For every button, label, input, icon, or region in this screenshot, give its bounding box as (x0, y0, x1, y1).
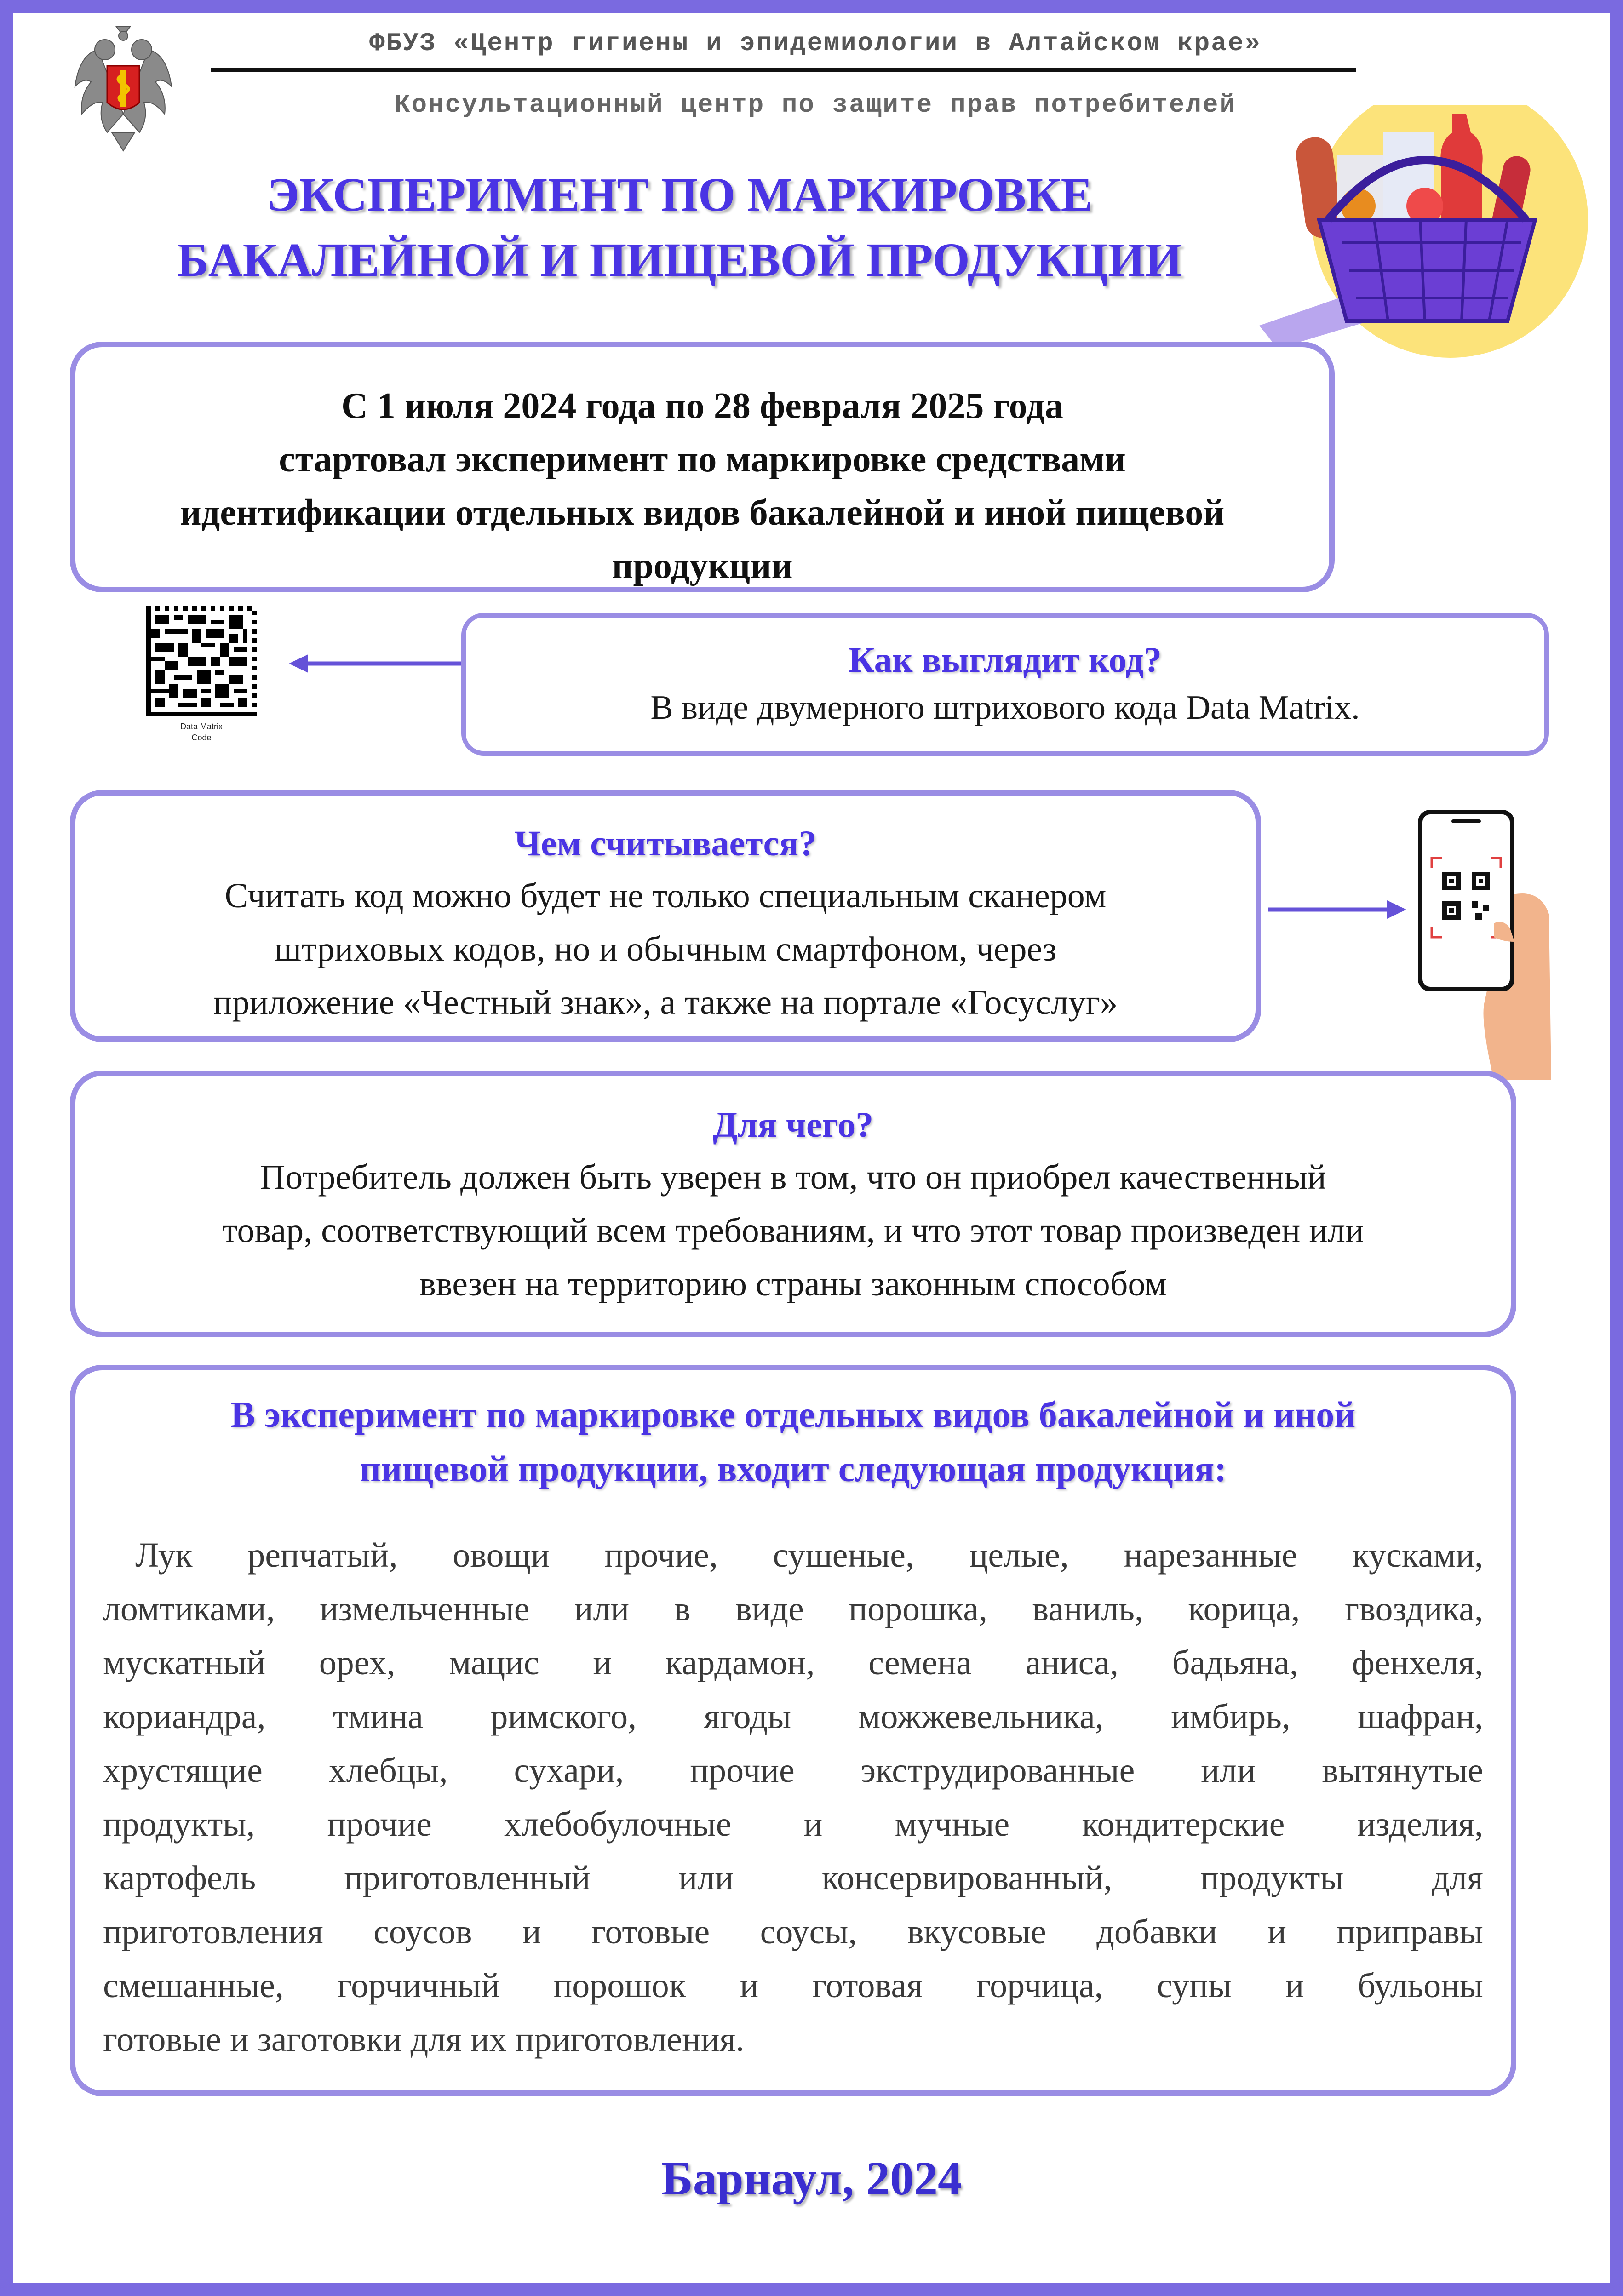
header-divider (211, 68, 1356, 72)
arrow-left-icon (289, 650, 464, 677)
products-title (103, 1370, 1483, 1496)
products-list-last-line: готовые и заготовки для их приготовления. (103, 2020, 745, 2059)
arrow-right-icon (1268, 896, 1406, 923)
products-list-line: хрустящие хлебцы, сухари, прочие экструдированные или вытянутые (103, 1751, 1483, 1790)
scanning-box (70, 790, 1261, 1042)
intro-line-2: стартовал эксперимент по маркировке средствами (279, 439, 1126, 480)
products-list-line: мускатный орех, мацис и кардамон, семена аниса, бадьяна, фенхеля, (103, 1643, 1483, 1682)
products-title-line-2: пищевой продукции, входит следующая продукция: (359, 1449, 1227, 1489)
intro-date-line: С 1 июля 2024 года по 28 февраля 2025 года (341, 386, 1063, 426)
code-format-title: Как выглядит код? (849, 640, 1162, 680)
data-matrix-icon (146, 606, 257, 716)
intro-line-3: идентификации отдельных видов бакалейной и иной пищевой (180, 492, 1225, 533)
code-format-text: В виде двумерного штрихового кода Data Matrix. (650, 689, 1360, 727)
scanning-text-line-2: штриховых кодов, но и обычным смартфоном, через (274, 930, 1057, 968)
products-list-line: приготовления соусов и готовые соусы, вкусовые добавки и приправы (103, 1912, 1483, 1951)
intro-box (70, 342, 1335, 592)
grocery-basket-icon (1250, 105, 1609, 367)
page (13, 13, 1610, 2283)
purpose-text-line-2: товар, соответствующий всем требованиям, и что этот товар произведен или (222, 1211, 1364, 1250)
intro-line-4: продукции (612, 546, 793, 586)
data-matrix-caption-line-2: Code (191, 733, 212, 742)
page-title-line-2: БАКАЛЕЙНОЙ И ПИЩЕВОЙ ПРОДУКЦИИ (177, 234, 1182, 286)
scanning-text-line-1: Считать код можно будет не только специальным сканером (224, 876, 1107, 915)
organization-name: ФБУЗ «Центр гигиены и эпидемиологии в Алтайском крае» (369, 29, 1262, 58)
consultation-center-name: Консультационный центр по защите прав потребителей (394, 90, 1237, 120)
purpose-box (70, 1071, 1516, 1337)
footer-city-year: Барнаул, 2024 (661, 2152, 962, 2205)
purpose-text (75, 1151, 1511, 1311)
products-list-line: кориандра, тмина римского, ягоды можжевельника, имбирь, шафран, (103, 1697, 1483, 1736)
scanning-title: Чем считывается? (514, 823, 817, 863)
products-list-line: смешанные, горчичный порошок и готовая горчица, супы и бульоны (103, 1966, 1483, 2005)
products-box (70, 1365, 1516, 2096)
products-list-line: продукты, прочие хлебобулочные и мучные кондитерские изделия, (103, 1805, 1483, 1844)
code-format-box (461, 613, 1549, 756)
emblem-icon (70, 22, 176, 153)
products-list-line: ломтиками, измельченные или в виде порошка, ваниль, корица, гвоздика, (103, 1590, 1483, 1628)
scanning-text-line-3: приложение «Честный знак», а также на портале «Госуслуг» (213, 983, 1118, 1022)
page-title-line-1: ЭКСПЕРИМЕНТ ПО МАРКИРОВКЕ (267, 168, 1093, 221)
purpose-title: Для чего? (712, 1105, 874, 1145)
data-matrix-caption-line-1: Data Matrix (180, 722, 223, 731)
products-title-line-1: В эксперимент по маркировке отдельных видов бакалейной и иной (230, 1395, 1356, 1435)
data-matrix-caption (146, 721, 257, 743)
intro-text (75, 379, 1329, 593)
purpose-text-line-3: ввезен на территорию страны законным способом (419, 1265, 1167, 1303)
products-list-line: Лук репчатый, овощи прочие, сушеные, целые, нарезанные кусками, (135, 1536, 1483, 1575)
purpose-text-line-1: Потребитель должен быть уверен в том, что он приобрел качественный (260, 1158, 1326, 1197)
scanning-text (75, 869, 1256, 1029)
page-title (63, 162, 1296, 293)
products-list-line: картофель приготовленный или консервированный, продукты для (103, 1859, 1483, 1897)
smartphone-qr-icon (1411, 804, 1563, 1080)
products-list (103, 1529, 1483, 2067)
